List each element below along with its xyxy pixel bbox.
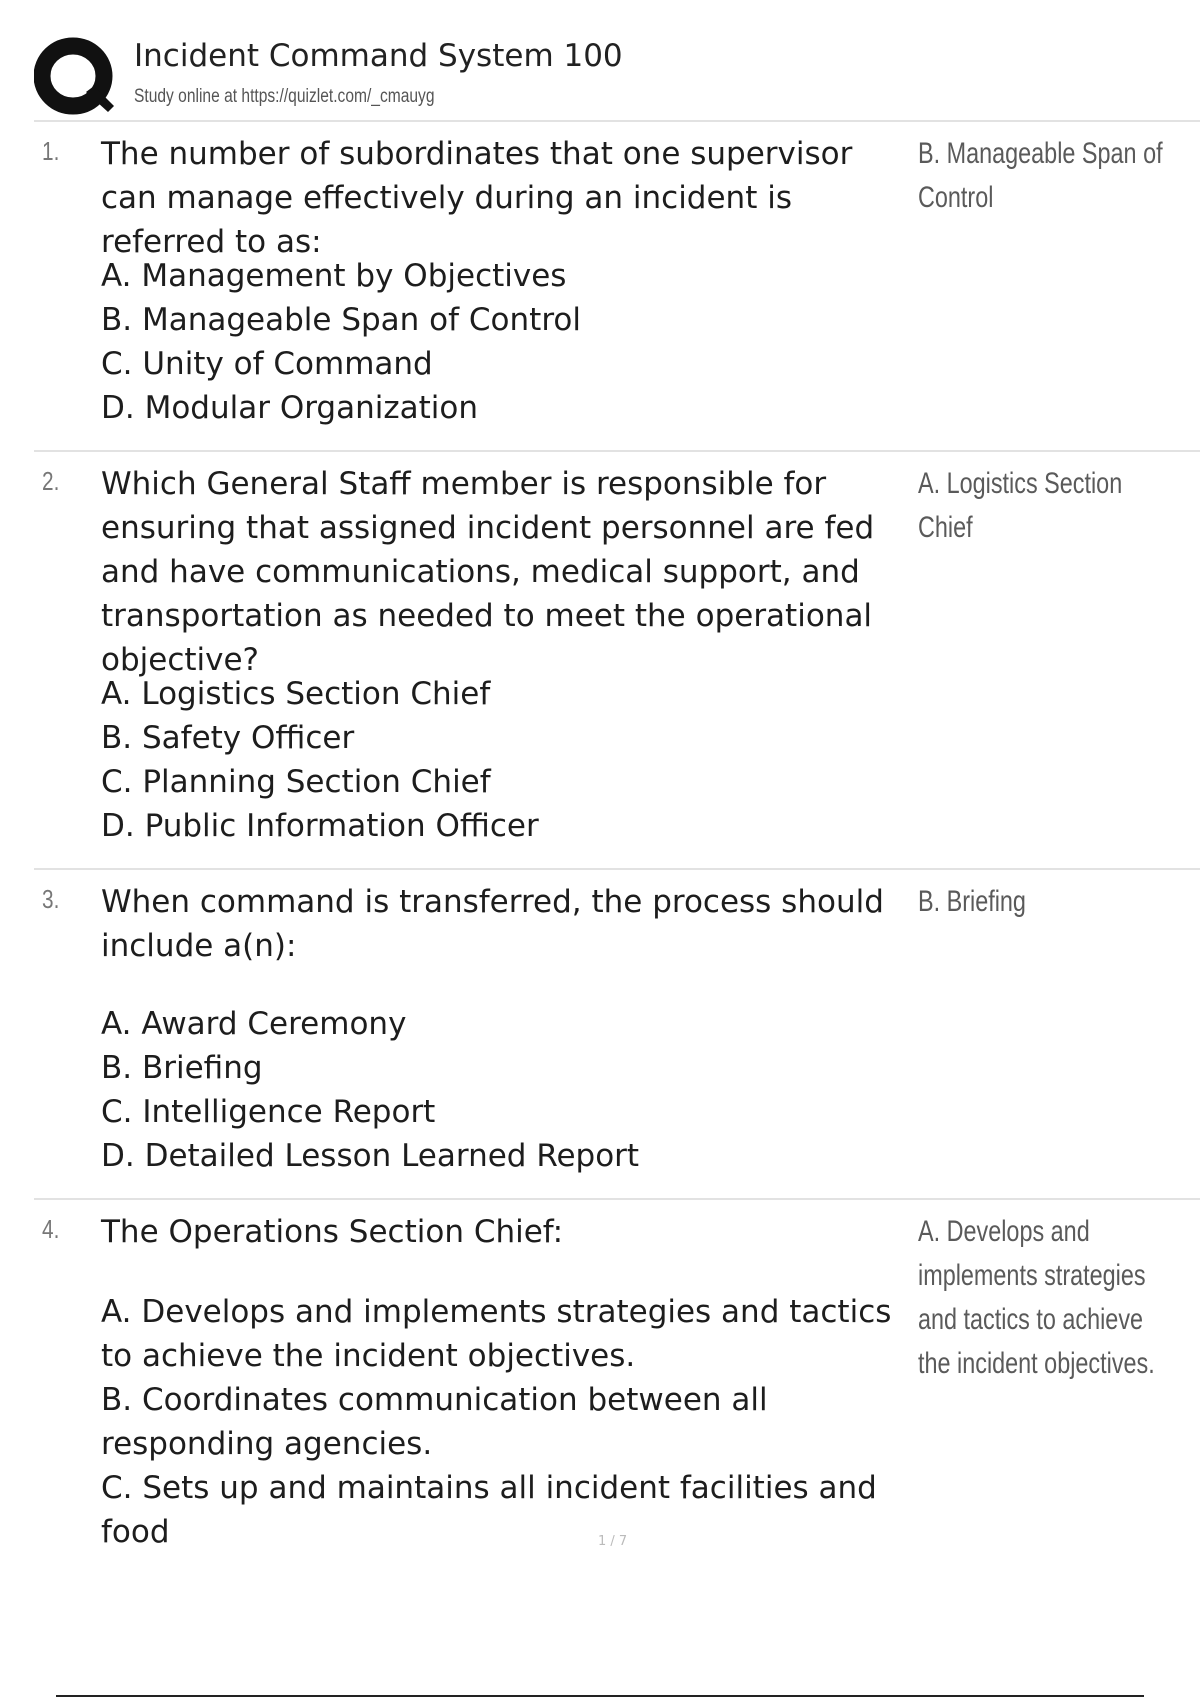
option-b: B. Coordinates communication between all responding agencies. bbox=[101, 1382, 768, 1462]
document-title: Incident Command System 100 bbox=[134, 38, 623, 74]
answer-text: A. Develops and implements strategies and tactics to achieve the incident objectives. bbox=[918, 1215, 1155, 1380]
option-c: C. Intelligence Report bbox=[101, 1094, 436, 1130]
page-number: 1 / 7 bbox=[598, 1534, 628, 1549]
document-header bbox=[34, 30, 1200, 122]
option-c: C. Planning Section Chief bbox=[101, 764, 491, 800]
option-c: C. Sets up and maintains all incident facilities and food bbox=[101, 1470, 877, 1550]
option-c: C. Unity of Command bbox=[101, 346, 433, 382]
options-list bbox=[101, 254, 913, 430]
quizlet-q-logo-icon bbox=[34, 36, 116, 118]
question-number: 2. bbox=[42, 466, 60, 496]
option-d: D. Modular Organization bbox=[101, 390, 479, 426]
option-a: A. Award Ceremony bbox=[101, 1006, 407, 1042]
option-a: A. Develops and implements strategies and tactics to achieve the incident objectives. bbox=[101, 1294, 892, 1374]
option-b: B. Manageable Span of Control bbox=[101, 302, 581, 338]
options-list bbox=[101, 1002, 913, 1178]
option-b: B. Safety Officer bbox=[101, 720, 355, 756]
option-d: D. Public Information Officer bbox=[101, 808, 539, 844]
question-text: The Operations Section Chief: bbox=[101, 1214, 564, 1250]
question-text: Which General Staff member is responsible for ensuring that assigned incident personnel are fed and have communications, medical support, and transportation as needed to meet the operational objective? bbox=[101, 466, 875, 678]
divider bbox=[34, 120, 1200, 122]
option-b: B. Briefing bbox=[101, 1050, 263, 1086]
option-a: A. Logistics Section Chief bbox=[101, 676, 491, 712]
answer-text: B. Manageable Span of Control bbox=[918, 137, 1163, 214]
question-number: 1. bbox=[42, 136, 60, 166]
option-a: A. Management by Objectives bbox=[101, 258, 567, 294]
answer-text: A. Logistics Section Chief bbox=[918, 467, 1123, 544]
study-online-link[interactable]: Study online at https://quizlet.com/_cmauyg bbox=[134, 86, 435, 107]
answer-text: B. Briefing bbox=[918, 885, 1026, 918]
divider bbox=[34, 1198, 1200, 1200]
question-text: The number of subordinates that one supervisor can manage effectively during an incident is referred to as: bbox=[101, 136, 853, 260]
question-number: 3. bbox=[42, 884, 60, 914]
divider bbox=[34, 868, 1200, 870]
option-d: D. Detailed Lesson Learned Report bbox=[101, 1138, 640, 1174]
question-number: 4. bbox=[42, 1214, 60, 1244]
divider bbox=[34, 450, 1200, 452]
options-list bbox=[101, 672, 913, 848]
options-list bbox=[101, 1290, 913, 1554]
question-text: When command is transferred, the process should include a(n): bbox=[101, 884, 884, 964]
page-bottom-line bbox=[56, 1695, 1144, 1697]
